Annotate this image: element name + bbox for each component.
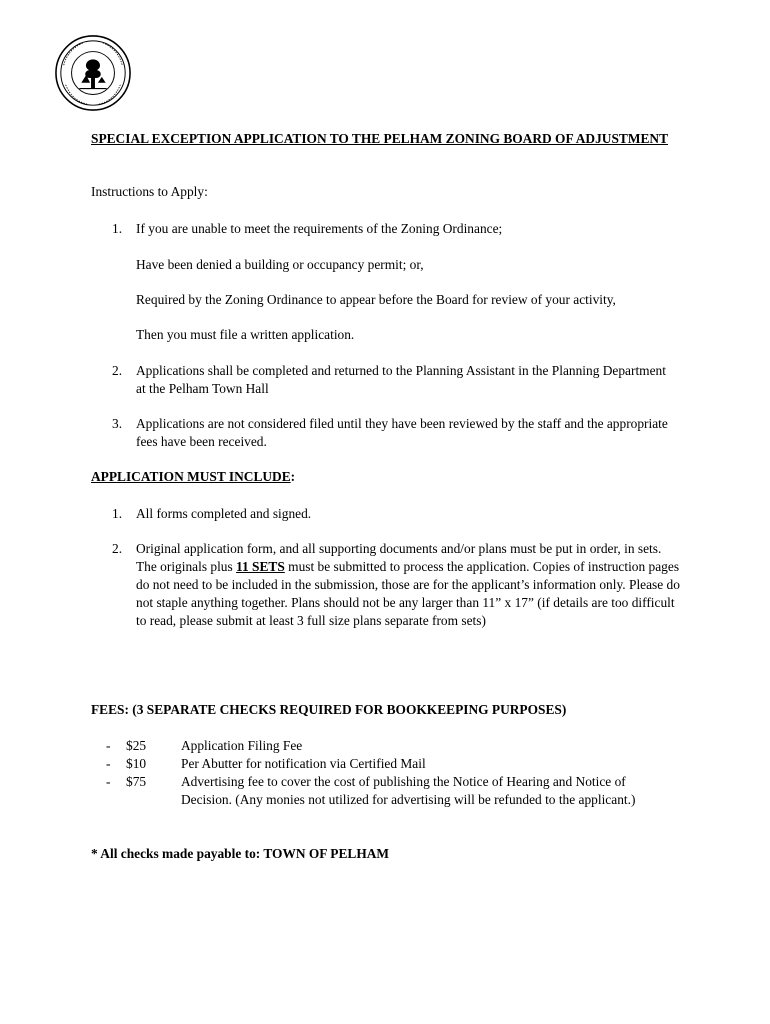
instruction-text: Applications are not considered filed until they have been reviewed by the staff and the appropriate fees have been received.	[136, 416, 668, 449]
must-include-colon: :	[290, 469, 296, 484]
requirement-number: 1.	[112, 506, 123, 521]
fee-description: Per Abutter for notification via Certified Mail	[181, 756, 426, 771]
instructions-heading: Instructions to Apply:	[91, 184, 208, 199]
must-include-heading-text: APPLICATION MUST INCLUDE	[91, 469, 291, 484]
requirement-text	[136, 540, 681, 630]
requirement-text-before: Original application form, and all supporting documents and/or plans must be put in order, in sets. The originals plus	[136, 541, 662, 574]
instruction-line: If you are unable to meet the requirements of the Zoning Ordinance;	[136, 221, 503, 236]
instruction-number: 3.	[112, 416, 123, 431]
instruction-text: Applications shall be completed and returned to the Planning Assistant in the Planning Department at the Pelham Town Hall	[136, 363, 666, 396]
must-include-heading	[91, 468, 295, 486]
fees-heading: FEES: (3 SEPARATE CHECKS REQUIRED FOR BOOKKEEPING PURPOSES)	[91, 702, 567, 717]
town-seal-icon	[54, 34, 132, 112]
fee-amount: $75	[126, 774, 147, 789]
page-title: SPECIAL EXCEPTION APPLICATION TO THE PELHAM ZONING BOARD OF ADJUSTMENT	[91, 131, 669, 146]
fee-description: Advertising fee to cover the cost of publishing the Notice of Hearing and Notice of Decision. (Any monies not utilized for advertising will be refunded to the applicant.)	[181, 774, 636, 807]
fee-description: Application Filing Fee	[181, 738, 303, 753]
instruction-line: Required by the Zoning Ordinance to appear before the Board for review of your activity,	[136, 292, 616, 307]
requirement-text: All forms completed and signed.	[136, 506, 312, 521]
payable-note: * All checks made payable to: TOWN OF PELHAM	[91, 846, 390, 861]
instruction-line: Then you must file a written application.	[136, 327, 355, 342]
sets-emphasis: 11 SETS	[236, 559, 285, 574]
fee-amount: $10	[126, 756, 147, 771]
requirement-text-after: must be submitted to process the application. Copies of instruction pages do not need to be included in the submission, those are for the applicant’s information only. Please do not staple anything together. Plans should not be any larger than 11” x 17” (if details are too difficult to read, please submit at least 3 full size plans separate from sets)	[136, 559, 680, 628]
requirement-number: 2.	[112, 541, 123, 556]
fee-amount: $25	[126, 738, 147, 753]
fee-dash: -	[106, 738, 111, 753]
instruction-line: Have been denied a building or occupancy permit; or,	[136, 257, 424, 272]
instruction-number: 2.	[112, 363, 123, 378]
fee-dash: -	[106, 774, 111, 789]
fee-dash: -	[106, 756, 111, 771]
instruction-number: 1.	[112, 221, 123, 236]
